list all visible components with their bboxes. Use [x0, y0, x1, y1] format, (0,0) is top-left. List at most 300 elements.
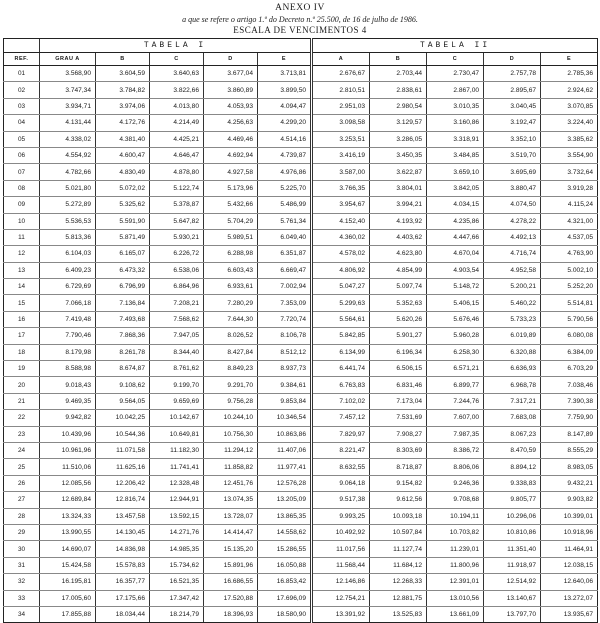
tabela-i-cell: 6.864,96	[150, 279, 204, 295]
tabela-i-cell: 11.510,06	[40, 459, 96, 475]
tabela-ii-cell: 8.718,87	[370, 459, 427, 475]
ref-cell: 18	[4, 344, 40, 360]
tabela-i-cell: 12.816,74	[96, 492, 150, 508]
tabela-i-cell: 12.944,91	[150, 492, 204, 508]
tabela-i-cell: 14.985,35	[150, 541, 204, 557]
tabela-ii-cell: 3.659,10	[427, 164, 484, 180]
tabela-ii-cell: 10.194,11	[427, 508, 484, 524]
tabela-ii-cell: 3.129,57	[370, 115, 427, 131]
tabela-i-cell: 9.853,84	[258, 393, 312, 409]
tabela-ii-cell: 12.754,21	[312, 590, 370, 606]
tabela-ii-cell: 5.406,15	[427, 295, 484, 311]
tabela-ii-cell: 2.757,78	[484, 66, 541, 82]
tabela-ii-cell: 3.732,64	[541, 164, 598, 180]
tabela-ii-cell: 4.193,92	[370, 213, 427, 229]
tabela-i-cell: 8.674,87	[96, 361, 150, 377]
tabela-i-cell: 8.261,78	[96, 344, 150, 360]
ref-cell: 05	[4, 131, 40, 147]
tabela-i-cell: 7.002,94	[258, 279, 312, 295]
tabela-i-cell: 17.696,09	[258, 590, 312, 606]
ref-cell: 15	[4, 295, 40, 311]
tabela-i-cell: 5.173,96	[204, 180, 258, 196]
tabela-i-cell: 4.878,80	[150, 164, 204, 180]
tabela-ii-cell: 13.140,67	[484, 590, 541, 606]
ref-cell: 06	[4, 147, 40, 163]
tabela-i-cell: 6.049,40	[258, 229, 312, 245]
tabela-i-cell: 3.822,66	[150, 82, 204, 98]
tabela-i-cell: 8.179,98	[40, 344, 96, 360]
table-row	[4, 279, 598, 295]
tabela-i-cell: 4.256,63	[204, 115, 258, 131]
tabela-i-cell: 9.564,05	[96, 393, 150, 409]
ref-cell: 28	[4, 508, 40, 524]
tabela-ii-cell: 5.352,63	[370, 295, 427, 311]
tabela-i-cell: 13.324,33	[40, 508, 96, 524]
table-row	[4, 147, 598, 163]
tabela-i-cell: 3.974,06	[96, 98, 150, 114]
table-row	[4, 606, 598, 622]
tabela-i-cell: 9.942,82	[40, 410, 96, 426]
ref-cell: 03	[4, 98, 40, 114]
table-row	[4, 541, 598, 557]
tabela-ii-cell: 6.134,99	[312, 344, 370, 360]
tabela-ii-cell: 4.074,50	[484, 197, 541, 213]
tabela-ii-cell: 11.800,96	[427, 557, 484, 573]
tabela-ii-cell: 6.384,09	[541, 344, 598, 360]
tabela-i-cell: 7.720,74	[258, 311, 312, 327]
tabela-i-cell: 12.328,48	[150, 475, 204, 491]
ref-cell: 07	[4, 164, 40, 180]
tabela-ii-cell: 5.299,63	[312, 295, 370, 311]
tabela-ii-cell: 3.622,87	[370, 164, 427, 180]
tabela-ii-cell: 7.317,21	[484, 393, 541, 409]
table-row	[4, 393, 598, 409]
tabela-ii-cell: 3.519,70	[484, 147, 541, 163]
ref-cell: 09	[4, 197, 40, 213]
tabela-i-cell: 12.451,76	[204, 475, 258, 491]
table-row	[4, 229, 598, 245]
tabela-i-cell: 18.396,93	[204, 606, 258, 622]
tabela-i-cell: 4.214,49	[150, 115, 204, 131]
tabela-ii-cell: 2.730,47	[427, 66, 484, 82]
tabela-i-cell: 4.830,49	[96, 164, 150, 180]
col-t1-d: D	[204, 53, 258, 66]
tabela-i-cell: 5.930,21	[150, 229, 204, 245]
tabela-ii-cell: 5.514,81	[541, 295, 598, 311]
tabela-ii-cell: 5.002,10	[541, 262, 598, 278]
tabela-ii-cell: 4.115,24	[541, 197, 598, 213]
tabela-i-cell: 4.381,40	[96, 131, 150, 147]
tabela-ii-cell: 3.766,35	[312, 180, 370, 196]
tabela-i-cell: 7.136,84	[96, 295, 150, 311]
tabela-ii-cell: 8.983,05	[541, 459, 598, 475]
tabela-i-cell: 5.989,51	[204, 229, 258, 245]
tabela-ii-cell: 7.244,76	[427, 393, 484, 409]
ref-cell: 31	[4, 557, 40, 573]
tabela-ii-cell: 3.010,35	[427, 98, 484, 114]
tabela-ii-cell: 3.224,40	[541, 115, 598, 131]
tabela-ii-cell: 4.152,40	[312, 213, 370, 229]
tabela-ii-cell: 7.908,27	[370, 426, 427, 442]
tabela-i-cell: 17.175,66	[96, 590, 150, 606]
table-row	[4, 213, 598, 229]
tabela-i-cell: 16.357,77	[96, 574, 150, 590]
table-row	[4, 557, 598, 573]
table-row	[4, 508, 598, 524]
table-row	[4, 426, 598, 442]
ref-cell: 20	[4, 377, 40, 393]
tabela-i-cell: 5.225,70	[258, 180, 312, 196]
tabela-i-cell: 7.790,46	[40, 328, 96, 344]
tabela-i-cell: 7.419,48	[40, 311, 96, 327]
col-t2-a: A	[312, 53, 370, 66]
tabela-i-cell: 14.130,45	[96, 524, 150, 540]
tabela-ii-cell: 2.895,67	[484, 82, 541, 98]
tabela-i-cell: 4.338,02	[40, 131, 96, 147]
ref-cell: 19	[4, 361, 40, 377]
tabela-ii-cell: 2.810,51	[312, 82, 370, 98]
tabela-i-cell: 6.288,98	[204, 246, 258, 262]
tabela-ii-cell: 3.385,62	[541, 131, 598, 147]
tabela-i-cell: 9.756,28	[204, 393, 258, 409]
tabela-ii-cell: 4.854,99	[370, 262, 427, 278]
tabela-ii-cell: 6.080,08	[541, 328, 598, 344]
tabela-i-cell: 6.409,23	[40, 262, 96, 278]
tabela-ii-cell: 6.968,78	[484, 377, 541, 393]
tabela-ii-cell: 6.703,29	[541, 361, 598, 377]
tabela-ii-cell: 8.632,55	[312, 459, 370, 475]
tabela-i-cell: 10.439,96	[40, 426, 96, 442]
tabela-i-cell: 5.378,87	[150, 197, 204, 213]
tabela-i-cell: 13.457,58	[96, 508, 150, 524]
tabela-i-cell: 13.592,15	[150, 508, 204, 524]
tabela-ii-cell: 6.636,93	[484, 361, 541, 377]
tabela-i-cell: 10.346,54	[258, 410, 312, 426]
tabela-ii-cell: 4.235,86	[427, 213, 484, 229]
tabela-i-cell: 3.713,81	[258, 66, 312, 82]
tabela-ii-cell: 11.684,12	[370, 557, 427, 573]
tabela-i-cell: 6.104,03	[40, 246, 96, 262]
tabela-i-cell: 4.013,80	[150, 98, 204, 114]
tabela-i-cell: 9.469,35	[40, 393, 96, 409]
tabela-i-cell: 8.761,62	[150, 361, 204, 377]
tabela-ii-cell: 6.258,30	[427, 344, 484, 360]
tabela-i-cell: 4.299,20	[258, 115, 312, 131]
tabela-i-cell: 16.050,88	[258, 557, 312, 573]
table-row	[4, 459, 598, 475]
tabela-i-cell: 15.891,96	[204, 557, 258, 573]
tabela-ii-cell: 2.951,03	[312, 98, 370, 114]
ref-cell: 12	[4, 246, 40, 262]
tabela-ii-cell: 8.894,12	[484, 459, 541, 475]
tabela-i-cell: 6.729,69	[40, 279, 96, 295]
table-row	[4, 131, 598, 147]
table-row	[4, 180, 598, 196]
col-t2-b: B	[370, 53, 427, 66]
tabela-i-cell: 5.704,29	[204, 213, 258, 229]
tabela-ii-cell: 2.867,00	[427, 82, 484, 98]
table-row	[4, 295, 598, 311]
tabela-ii-cell: 2.838,61	[370, 82, 427, 98]
tabela-i-cell: 17.855,88	[40, 606, 96, 622]
tabela-i-cell: 18.580,90	[258, 606, 312, 622]
col-t1-e: E	[258, 53, 312, 66]
table-row	[4, 442, 598, 458]
ref-cell: 11	[4, 229, 40, 245]
tabela-i-cell: 6.796,99	[96, 279, 150, 295]
tabela-ii-cell: 12.640,06	[541, 574, 598, 590]
table-row	[4, 311, 598, 327]
tabela-i-cell: 17.520,88	[204, 590, 258, 606]
tabela-i-cell: 7.066,18	[40, 295, 96, 311]
col-t2-d: D	[484, 53, 541, 66]
tabela-ii-cell: 4.537,05	[541, 229, 598, 245]
tabela-ii-cell: 7.987,35	[427, 426, 484, 442]
ref-cell: 26	[4, 475, 40, 491]
tabela-ii-cell: 3.842,05	[427, 180, 484, 196]
tabela-i-cell: 6.669,47	[258, 262, 312, 278]
tabela-i-cell: 4.514,16	[258, 131, 312, 147]
tabela-ii-cell: 5.901,27	[370, 328, 427, 344]
tabela-ii-cell: 8.470,59	[484, 442, 541, 458]
tabela-ii-cell: 7.457,12	[312, 410, 370, 426]
tabela-ii-cell: 13.391,92	[312, 606, 370, 622]
ref-cell: 10	[4, 213, 40, 229]
tabela-i-cell: 8.849,23	[204, 361, 258, 377]
table-row	[4, 377, 598, 393]
tabela-i-cell: 6.473,32	[96, 262, 150, 278]
tabela-ii-cell: 11.464,91	[541, 541, 598, 557]
tabela-ii-cell: 11.351,40	[484, 541, 541, 557]
tabela-i-cell: 4.172,76	[96, 115, 150, 131]
tabela-i-cell: 14.558,62	[258, 524, 312, 540]
ref-cell: 29	[4, 524, 40, 540]
tabela-i-cell: 8.588,98	[40, 361, 96, 377]
tabela-ii-cell: 3.352,10	[484, 131, 541, 147]
tabela-ii-cell: 3.098,58	[312, 115, 370, 131]
tabela-i-cell: 18.214,79	[150, 606, 204, 622]
ref-cell: 34	[4, 606, 40, 622]
table-row	[4, 361, 598, 377]
tabela-i-cell: 8.427,84	[204, 344, 258, 360]
tabela-ii-cell: 13.661,09	[427, 606, 484, 622]
tabela-ii-cell: 8.221,47	[312, 442, 370, 458]
tabela-ii-cell: 7.829,97	[312, 426, 370, 442]
tabela-ii-cell: 4.447,66	[427, 229, 484, 245]
tabela-ii-cell: 10.810,86	[484, 524, 541, 540]
column-header-row	[4, 53, 598, 66]
tabela-ii-cell: 11.017,56	[312, 541, 370, 557]
ref-cell: 16	[4, 311, 40, 327]
ref-cell: 32	[4, 574, 40, 590]
tabela-i-cell: 4.739,87	[258, 147, 312, 163]
tabela-i-cell: 16.853,42	[258, 574, 312, 590]
tabela-ii-cell: 3.040,45	[484, 98, 541, 114]
tabela-i-header: TABELA I	[40, 39, 312, 53]
tabela-ii-cell: 5.733,23	[484, 311, 541, 327]
tabela-i-cell: 8.512,12	[258, 344, 312, 360]
tabela-i-cell: 9.291,70	[204, 377, 258, 393]
tabela-i-cell: 11.741,41	[150, 459, 204, 475]
tabela-i-cell: 12.689,84	[40, 492, 96, 508]
tabela-ii-cell: 3.695,69	[484, 164, 541, 180]
tabela-ii-cell: 3.286,05	[370, 131, 427, 147]
tabela-i-cell: 4.094,47	[258, 98, 312, 114]
tabela-i-cell: 3.747,34	[40, 82, 96, 98]
tabela-i-cell: 4.131,44	[40, 115, 96, 131]
tabela-i-cell: 13.990,55	[40, 524, 96, 540]
tabela-i-cell: 13.865,35	[258, 508, 312, 524]
tabela-ii-cell: 3.804,01	[370, 180, 427, 196]
tabela-i-cell: 5.761,34	[258, 213, 312, 229]
table-row	[4, 492, 598, 508]
tabela-i-cell: 13.205,09	[258, 492, 312, 508]
tabela-i-cell: 9.108,62	[96, 377, 150, 393]
ref-cell: 24	[4, 442, 40, 458]
tabela-i-cell: 4.425,21	[150, 131, 204, 147]
tabela-i-cell: 11.071,58	[96, 442, 150, 458]
col-t2-c: C	[427, 53, 484, 66]
tabela-i-cell: 3.784,82	[96, 82, 150, 98]
tabela-ii-cell: 8.067,23	[484, 426, 541, 442]
tabela-i-cell: 5.432,66	[204, 197, 258, 213]
table-body	[4, 66, 598, 623]
tabela-i-cell: 10.544,36	[96, 426, 150, 442]
tabela-i-cell: 4.927,58	[204, 164, 258, 180]
tabela-i-cell: 3.604,59	[96, 66, 150, 82]
col-ref: REF.	[4, 53, 40, 66]
table-row	[4, 262, 598, 278]
tabela-i-cell: 6.226,72	[150, 246, 204, 262]
table-row	[4, 344, 598, 360]
table-row	[4, 66, 598, 82]
tabela-ii-cell: 6.763,83	[312, 377, 370, 393]
tabela-ii-cell: 9.903,82	[541, 492, 598, 508]
tabela-i-cell: 13.074,35	[204, 492, 258, 508]
tabela-i-cell: 8.026,52	[204, 328, 258, 344]
tabela-i-cell: 4.053,93	[204, 98, 258, 114]
ref-cell: 01	[4, 66, 40, 82]
tabela-i-cell: 7.568,62	[150, 311, 204, 327]
tabela-ii-cell: 4.321,00	[541, 213, 598, 229]
tabela-i-cell: 15.424,58	[40, 557, 96, 573]
tabela-ii-cell: 4.952,58	[484, 262, 541, 278]
tabela-i-cell: 14.271,76	[150, 524, 204, 540]
document-header	[0, 0, 600, 36]
scale-title: ESCALA DE VENCIMENTOS 4	[233, 25, 367, 35]
table-row	[4, 524, 598, 540]
tabela-ii-cell: 13.935,67	[541, 606, 598, 622]
tabela-i-cell: 5.591,90	[96, 213, 150, 229]
tabela-ii-cell: 2.980,54	[370, 98, 427, 114]
tabela-i-cell: 10.961,96	[40, 442, 96, 458]
salary-table	[3, 38, 598, 623]
tabela-ii-cell: 13.272,07	[541, 590, 598, 606]
tabela-i-cell: 3.677,04	[204, 66, 258, 82]
ref-cell: 14	[4, 279, 40, 295]
tabela-ii-cell: 6.831,46	[370, 377, 427, 393]
tabela-ii-cell: 3.484,85	[427, 147, 484, 163]
tabela-ii-cell: 2.924,62	[541, 82, 598, 98]
tabela-i-cell: 5.325,62	[96, 197, 150, 213]
ref-cell: 33	[4, 590, 40, 606]
tabela-ii-cell: 5.097,74	[370, 279, 427, 295]
tabela-ii-cell: 5.148,72	[427, 279, 484, 295]
tabela-i-cell: 11.625,16	[96, 459, 150, 475]
tabela-ii-cell: 10.093,18	[370, 508, 427, 524]
tabela-i-cell: 14.836,98	[96, 541, 150, 557]
tabela-ii-cell: 4.716,74	[484, 246, 541, 262]
tabela-i-cell: 12.576,28	[258, 475, 312, 491]
tabela-ii-cell: 3.554,90	[541, 147, 598, 163]
ref-cell: 04	[4, 115, 40, 131]
tabela-ii-cell: 6.019,89	[484, 328, 541, 344]
tabela-ii-cell: 4.492,13	[484, 229, 541, 245]
tabela-i-cell: 11.182,30	[150, 442, 204, 458]
tabela-i-cell: 11.294,12	[204, 442, 258, 458]
tabela-ii-cell: 12.268,33	[370, 574, 427, 590]
tabela-ii-cell: 10.296,06	[484, 508, 541, 524]
tabela-i-cell: 5.871,49	[96, 229, 150, 245]
tabela-ii-cell: 3.318,91	[427, 131, 484, 147]
tabela-i-cell: 3.568,90	[40, 66, 96, 82]
tabela-i-cell: 4.469,46	[204, 131, 258, 147]
tabela-ii-cell: 9.338,83	[484, 475, 541, 491]
tabela-ii-cell: 12.881,75	[370, 590, 427, 606]
tabela-i-cell: 7.947,05	[150, 328, 204, 344]
table-row	[4, 574, 598, 590]
tabela-i-cell: 14.414,47	[204, 524, 258, 540]
tabela-i-cell: 13.728,07	[204, 508, 258, 524]
tabela-ii-cell: 5.460,22	[484, 295, 541, 311]
tabela-i-cell: 5.813,36	[40, 229, 96, 245]
decree-reference: a que se refere o artigo 1.º do Decreto n.º 25.500, de 16 de julho de 1986.	[182, 15, 418, 24]
ref-cell: 30	[4, 541, 40, 557]
tabela-i-cell: 16.521,35	[150, 574, 204, 590]
tabela-i-cell: 15.135,20	[204, 541, 258, 557]
tabela-i-cell: 11.977,41	[258, 459, 312, 475]
tabela-ii-cell: 6.571,21	[427, 361, 484, 377]
tabela-i-cell: 9.384,61	[258, 377, 312, 393]
col-t1-b: B	[96, 53, 150, 66]
tabela-i-cell: 10.649,81	[150, 426, 204, 442]
tabela-ii-cell: 3.994,21	[370, 197, 427, 213]
tabela-i-cell: 10.244,10	[204, 410, 258, 426]
tabela-ii-cell: 5.200,21	[484, 279, 541, 295]
tabela-i-cell: 4.600,47	[96, 147, 150, 163]
tabela-i-cell: 5.536,53	[40, 213, 96, 229]
tabela-ii-cell: 3.450,35	[370, 147, 427, 163]
tabela-i-cell: 7.280,29	[204, 295, 258, 311]
tabela-i-cell: 12.085,56	[40, 475, 96, 491]
tabela-ii-cell: 9.154,82	[370, 475, 427, 491]
table-row	[4, 82, 598, 98]
tabela-ii-cell: 7.531,69	[370, 410, 427, 426]
tabela-ii-cell: 7.038,46	[541, 377, 598, 393]
table-row	[4, 98, 598, 114]
tabela-i-cell: 5.272,89	[40, 197, 96, 213]
tabela-i-cell: 14.690,07	[40, 541, 96, 557]
tabela-ii-cell: 6.899,77	[427, 377, 484, 393]
tabela-i-cell: 10.142,67	[150, 410, 204, 426]
table-row	[4, 410, 598, 426]
tabela-ii-cell: 6.320,88	[484, 344, 541, 360]
table-row	[4, 328, 598, 344]
ref-cell: 23	[4, 426, 40, 442]
tabela-ii-cell: 11.918,97	[484, 557, 541, 573]
tabela-i-cell: 10.756,30	[204, 426, 258, 442]
tabela-ii-cell: 11.239,01	[427, 541, 484, 557]
